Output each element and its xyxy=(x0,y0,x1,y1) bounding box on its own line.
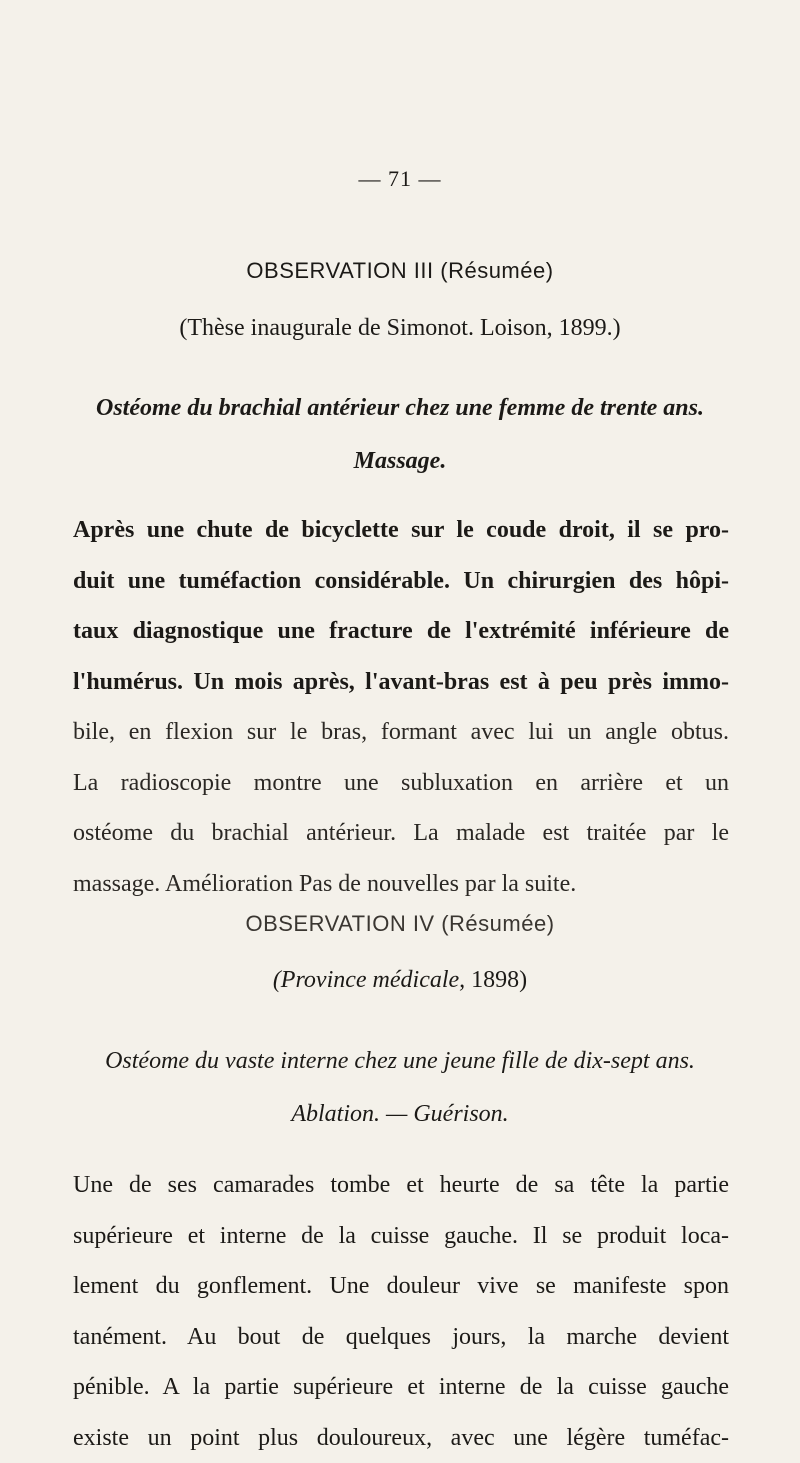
body-line: La radioscopie montre une subluxation en arrière et un xyxy=(73,758,729,809)
observation-4-subtitle-2: Ablation. — Guérison. xyxy=(0,1101,800,1128)
observation-4-source-journal: (Province médicale, xyxy=(273,967,465,993)
observation-4-subtitle: Ostéome du vaste interne chez une jeune fille de dix-sept ans. xyxy=(0,1048,800,1075)
body-line: bile, en flexion sur le bras, formant avec lui un angle obtus. xyxy=(73,707,729,758)
body-line: taux diagnostique une fracture de l'extrémité inférieure de xyxy=(73,606,729,657)
body-line: existe un point plus douloureux, avec une légère tuméfac- xyxy=(73,1413,729,1463)
body-line: ostéome du brachial antérieur. La malade est traitée par le xyxy=(73,808,729,859)
observation-3-title-text: OBSERVATION III (Résumée) xyxy=(246,258,553,283)
observation-4-source xyxy=(0,967,800,994)
body-line: Après une chute de bicyclette sur le coude droit, il se pro- xyxy=(73,505,729,556)
body-line: duit une tuméfaction considérable. Un chirurgien des hôpi- xyxy=(73,556,729,607)
body-line: supérieure et interne de la cuisse gauche. Il se produit loca- xyxy=(73,1211,729,1262)
observation-3-body xyxy=(73,505,729,909)
body-line: pénible. A la partie supérieure et interne de la cuisse gauche xyxy=(73,1362,729,1413)
observation-4-title-text: OBSERVATION IV (Résumée) xyxy=(245,911,554,936)
observation-4-source-year: 1898) xyxy=(465,967,527,993)
body-line: Une de ses camarades tombe et heurte de sa tête la partie xyxy=(73,1160,729,1211)
observation-3-subtitle: Ostéome du brachial antérieur chez une femme de trente ans. xyxy=(0,395,800,422)
body-line: massage. Amélioration Pas de nouvelles par la suite. xyxy=(73,859,729,910)
body-line: lement du gonflement. Une douleur vive se manifeste spon xyxy=(73,1261,729,1312)
observation-3-subtitle-2: Massage. xyxy=(0,448,800,475)
observation-4-title xyxy=(0,911,800,938)
observation-3-source: (Thèse inaugurale de Simonot. Loison, 1899.) xyxy=(0,315,800,342)
observation-3-title xyxy=(0,258,800,285)
body-line: tanément. Au bout de quelques jours, la marche devient xyxy=(73,1312,729,1363)
observation-4-body xyxy=(73,1160,729,1463)
body-line: l'humérus. Un mois après, l'avant-bras est à peu près immo- xyxy=(73,657,729,708)
page-number: — 71 — xyxy=(0,166,800,192)
